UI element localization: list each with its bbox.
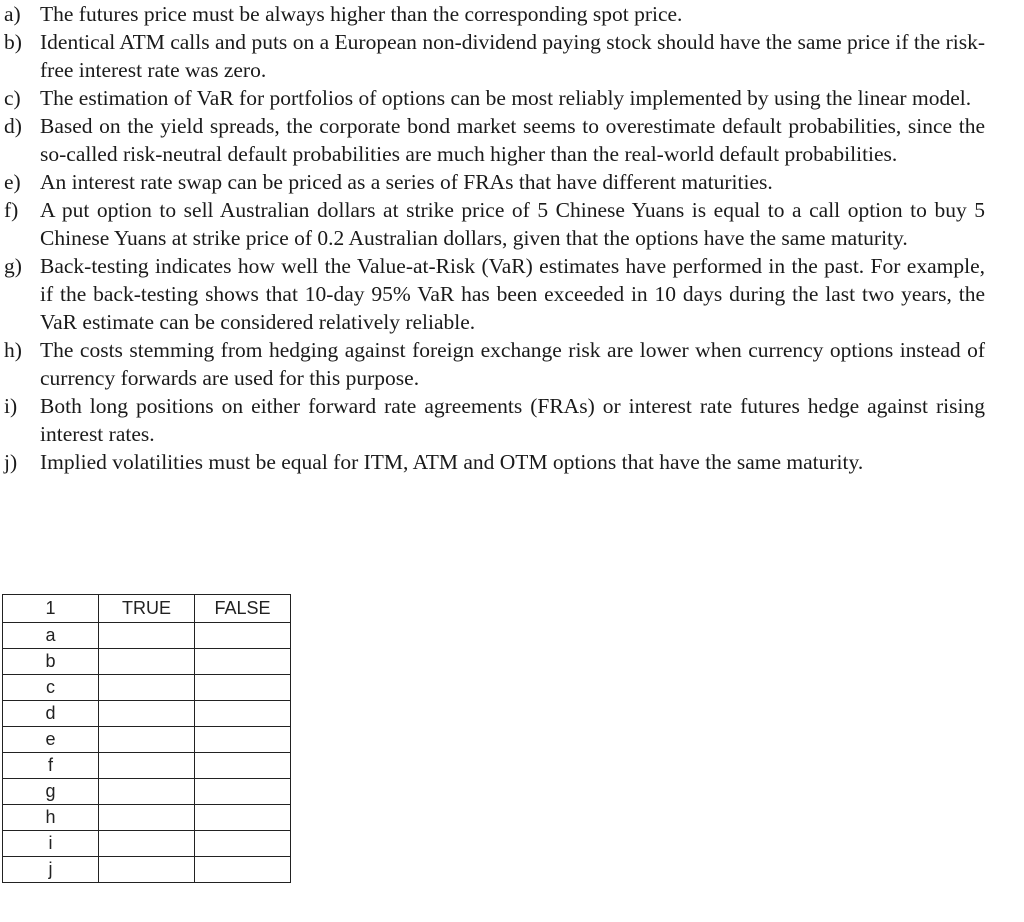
question-g [0, 252, 985, 336]
false-cell[interactable] [195, 779, 291, 805]
row-label: h [3, 805, 99, 831]
table-row [3, 649, 291, 675]
row-label: i [3, 831, 99, 857]
false-cell[interactable] [195, 675, 291, 701]
header-true: TRUE [99, 595, 195, 623]
true-cell[interactable] [99, 623, 195, 649]
row-label: g [3, 779, 99, 805]
question-e [0, 168, 985, 196]
question-list [0, 0, 985, 476]
true-cell[interactable] [99, 831, 195, 857]
question-h [0, 336, 985, 392]
table-row [3, 831, 291, 857]
table-row [3, 779, 291, 805]
true-cell[interactable] [99, 805, 195, 831]
true-cell[interactable] [99, 857, 195, 883]
question-d [0, 112, 985, 168]
question-c [0, 84, 985, 112]
true-cell[interactable] [99, 675, 195, 701]
row-label: e [3, 727, 99, 753]
question-letter: b) [4, 30, 22, 54]
question-letter: d) [4, 114, 22, 138]
question-letter: g) [4, 254, 22, 278]
true-cell[interactable] [99, 753, 195, 779]
row-label: a [3, 623, 99, 649]
question-b [0, 28, 985, 84]
false-cell[interactable] [195, 753, 291, 779]
row-label: d [3, 701, 99, 727]
question-text: An interest rate swap can be priced as a series of FRAs that have different maturities. [40, 170, 773, 194]
true-cell[interactable] [99, 727, 195, 753]
table-row [3, 805, 291, 831]
header-question-number: 1 [3, 595, 99, 623]
false-cell[interactable] [195, 701, 291, 727]
true-cell[interactable] [99, 649, 195, 675]
question-letter: e) [4, 170, 21, 194]
question-letter: h) [4, 338, 22, 362]
question-text: The costs stemming from hedging against foreign exchange risk are lower when currency options instead of currency forwards are used for this purpose. [40, 338, 985, 390]
question-letter: c) [4, 86, 21, 110]
row-label: f [3, 753, 99, 779]
question-text: Implied volatilities must be equal for ITM, ATM and OTM options that have the same maturity. [40, 450, 864, 474]
question-letter: f) [4, 198, 19, 222]
false-cell[interactable] [195, 623, 291, 649]
table-row [3, 623, 291, 649]
row-label: c [3, 675, 99, 701]
answer-table [2, 594, 291, 883]
question-text: The estimation of VaR for portfolios of options can be most reliably implemented by using the linear model. [40, 86, 972, 110]
question-i [0, 392, 985, 448]
false-cell[interactable] [195, 649, 291, 675]
table-row [3, 701, 291, 727]
question-text: Identical ATM calls and puts on a European non-dividend paying stock should have the same price if the risk-free interest rate was zero. [40, 30, 985, 82]
question-letter: j) [4, 450, 18, 474]
row-label: j [3, 857, 99, 883]
false-cell[interactable] [195, 831, 291, 857]
table-row [3, 753, 291, 779]
question-j [0, 448, 985, 476]
table-row [3, 727, 291, 753]
table-row [3, 675, 291, 701]
question-letter: a) [4, 2, 21, 26]
true-cell[interactable] [99, 701, 195, 727]
header-false: FALSE [195, 595, 291, 623]
false-cell[interactable] [195, 805, 291, 831]
question-a [0, 0, 985, 28]
question-text: Back-testing indicates how well the Value-at-Risk (VaR) estimates have performed in the past. For example, if the back-testing shows that 10-day 95% VaR has been exceeded in 10 days during the last two years, the VaR estimate can be considered relatively reliable. [40, 254, 985, 334]
question-text: The futures price must be always higher than the corresponding spot price. [40, 2, 683, 26]
question-text: A put option to sell Australian dollars at strike price of 5 Chinese Yuans is equal to a call option to buy 5 Chinese Yuans at strike price of 0.2 Australian dollars, given that the options have the same maturity. [40, 198, 985, 250]
question-text: Based on the yield spreads, the corporate bond market seems to overestimate default probabilities, since the so-called risk-neutral default probabilities are much higher than the real-world default probabilities. [40, 114, 985, 166]
question-text: Both long positions on either forward rate agreements (FRAs) or interest rate futures hedge against rising interest rates. [40, 394, 985, 446]
false-cell[interactable] [195, 857, 291, 883]
false-cell[interactable] [195, 727, 291, 753]
answer-table-header [3, 595, 291, 623]
table-row [3, 857, 291, 883]
question-f [0, 196, 985, 252]
question-letter: i) [4, 394, 18, 418]
true-cell[interactable] [99, 779, 195, 805]
row-label: b [3, 649, 99, 675]
